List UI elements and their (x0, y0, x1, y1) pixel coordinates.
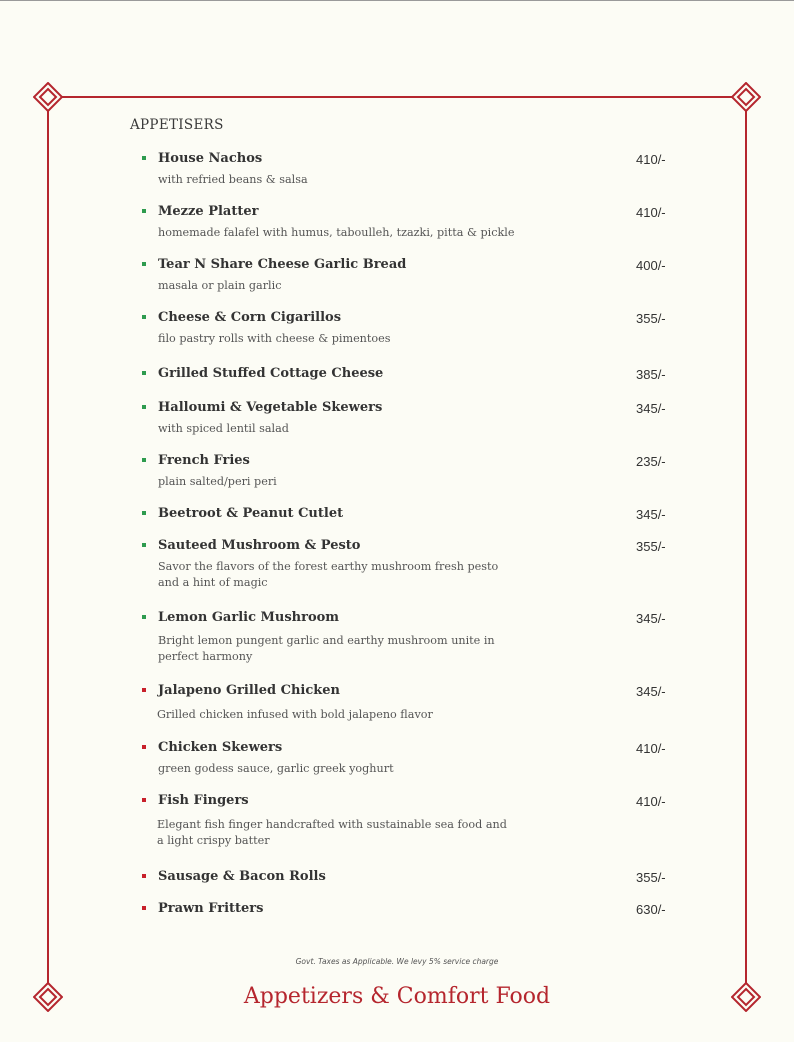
section-title: APPETISERS (130, 117, 224, 133)
item-price: 410/- (636, 741, 666, 756)
item-name: Beetroot & Peanut Cutlet (158, 506, 344, 521)
page-footer-title: Appetizers & Comfort Food (243, 984, 551, 1009)
nonveg-bullet-icon (142, 688, 146, 692)
item-description: masala or plain garlic (158, 279, 282, 292)
item-name: Sauteed Mushroom & Pesto (158, 538, 361, 553)
item-description: green godess sauce, garlic greek yoghurt (158, 762, 394, 775)
item-price: 355/- (636, 311, 666, 326)
item-name: Mezze Platter (158, 204, 259, 219)
frame-left (47, 96, 49, 998)
item-name: Jalapeno Grilled Chicken (158, 683, 340, 698)
item-description: Elegant fish finger handcrafted with sustainable sea food and a light crispy batter (157, 818, 507, 847)
veg-bullet-icon (142, 315, 146, 319)
item-name: Halloumi & Vegetable Skewers (158, 400, 383, 415)
item-name: French Fries (158, 453, 250, 468)
item-description: filo pastry rolls with cheese & pimentoes (158, 332, 391, 345)
item-name: Chicken Skewers (158, 740, 283, 755)
corner-diamond-icon (731, 82, 761, 112)
item-description: homemade falafel with humus, taboulleh, tzazki, pitta & pickle (158, 226, 515, 239)
item-description: with refried beans & salsa (158, 173, 308, 186)
item-price: 385/- (636, 367, 666, 382)
item-price: 235/- (636, 454, 666, 469)
item-price: 410/- (636, 205, 666, 220)
item-price: 345/- (636, 684, 666, 699)
veg-bullet-icon (142, 371, 146, 375)
item-name: Tear N Share Cheese Garlic Bread (158, 257, 407, 272)
item-name: Lemon Garlic Mushroom (158, 610, 340, 625)
frame-top (48, 96, 746, 98)
item-description: Grilled chicken infused with bold jalapeno flavor (157, 708, 433, 721)
item-price: 345/- (636, 507, 666, 522)
item-name: Fish Fingers (158, 793, 249, 808)
item-price: 345/- (636, 611, 666, 626)
veg-bullet-icon (142, 262, 146, 266)
item-description: plain salted/peri peri (158, 475, 277, 488)
nonveg-bullet-icon (142, 745, 146, 749)
item-description: with spiced lentil salad (158, 422, 289, 435)
veg-bullet-icon (142, 511, 146, 515)
nonveg-bullet-icon (142, 798, 146, 802)
veg-bullet-icon (142, 458, 146, 462)
veg-bullet-icon (142, 543, 146, 547)
nonveg-bullet-icon (142, 906, 146, 910)
item-price: 410/- (636, 152, 666, 167)
item-name: House Nachos (158, 151, 263, 166)
nonveg-bullet-icon (142, 874, 146, 878)
veg-bullet-icon (142, 209, 146, 213)
item-price: 355/- (636, 539, 666, 554)
item-price: 400/- (636, 258, 666, 273)
item-name: Grilled Stuffed Cottage Cheese (158, 366, 384, 381)
item-price: 355/- (636, 870, 666, 885)
item-description: Savor the flavors of the forest earthy mushroom fresh pesto and a hint of magic (158, 560, 499, 589)
item-price: 630/- (636, 902, 666, 917)
frame-right (745, 96, 747, 998)
tax-footnote: Govt. Taxes as Applicable. We levy 5% service charge (295, 957, 499, 966)
veg-bullet-icon (142, 615, 146, 619)
item-price: 410/- (636, 794, 666, 809)
item-name: Cheese & Corn Cigarillos (158, 310, 342, 325)
corner-diamond-icon (33, 82, 63, 112)
item-name: Prawn Fritters (158, 901, 264, 916)
item-price: 345/- (636, 401, 666, 416)
top-border-line (0, 0, 794, 1)
item-name: Sausage & Bacon Rolls (158, 869, 326, 884)
veg-bullet-icon (142, 156, 146, 160)
item-description: Bright lemon pungent garlic and earthy mushroom unite in perfect harmony (158, 634, 495, 663)
veg-bullet-icon (142, 405, 146, 409)
